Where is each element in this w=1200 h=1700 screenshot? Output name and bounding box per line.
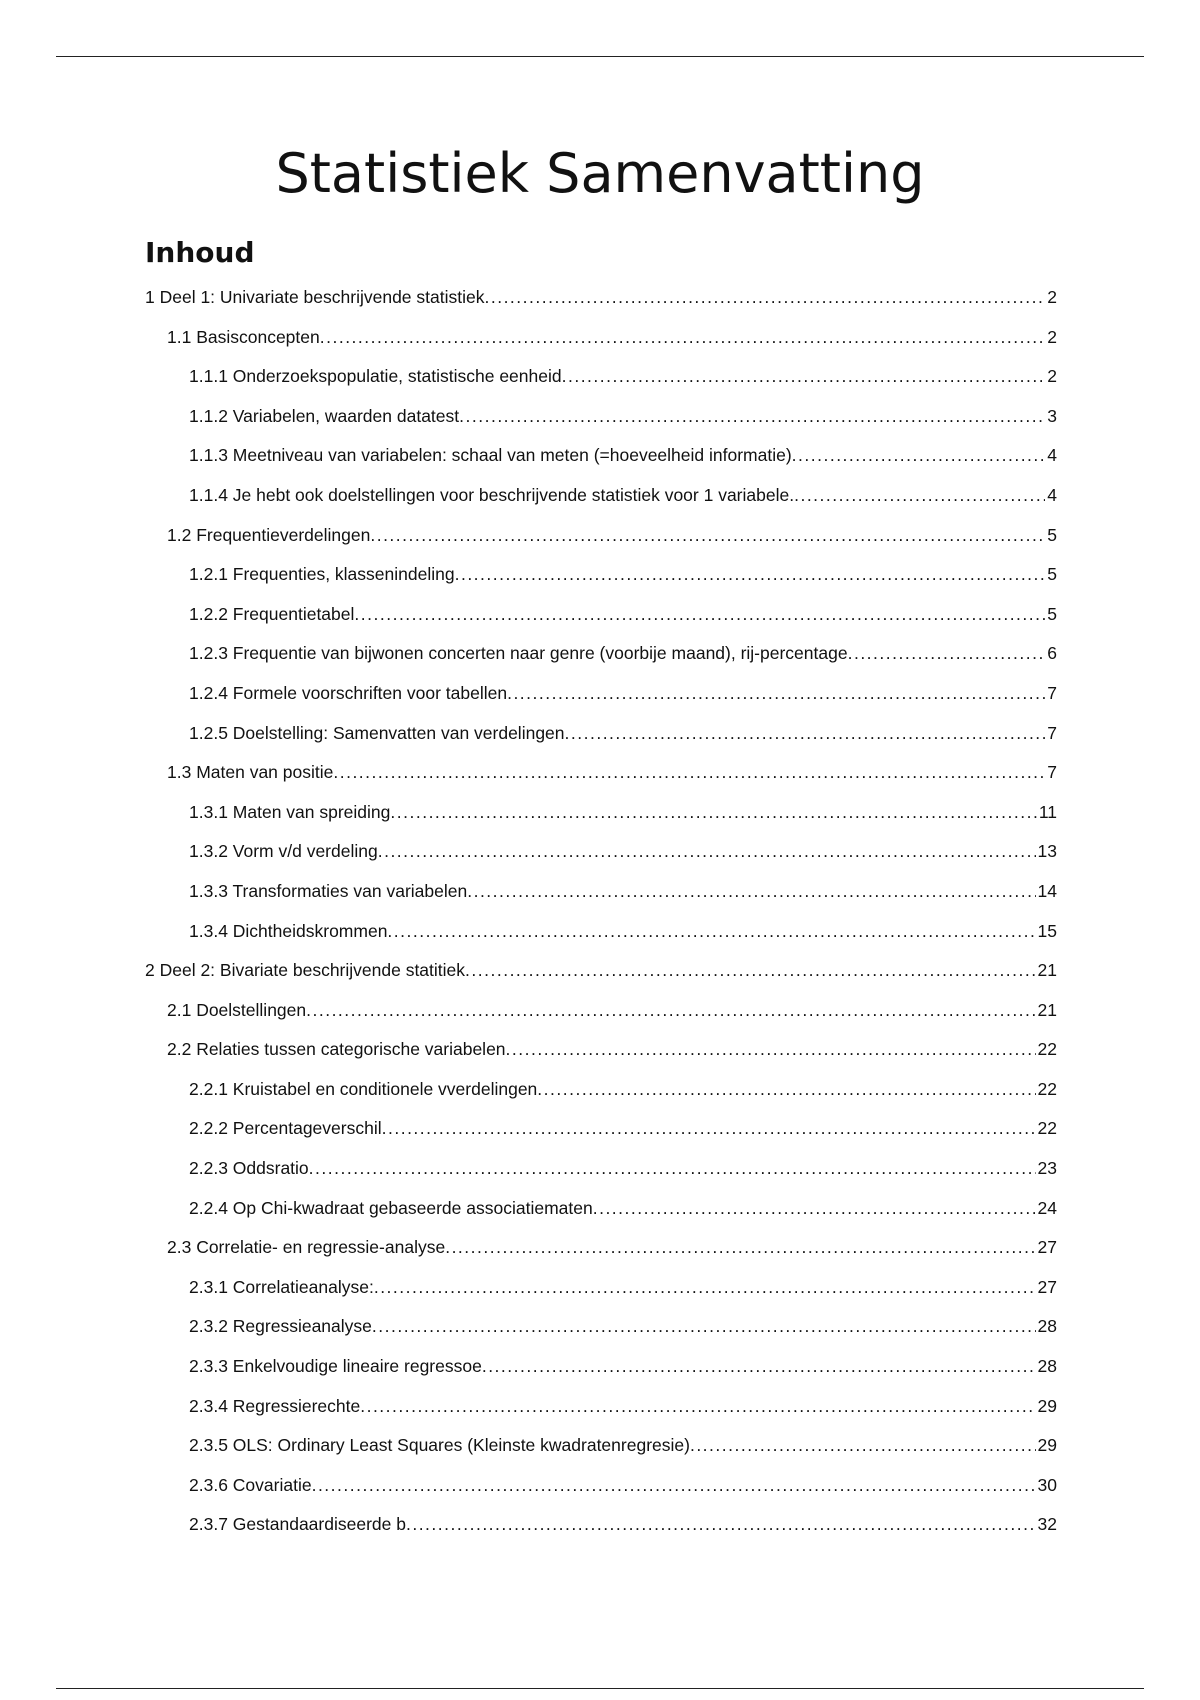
toc-entry-title: 1.1.1 Onderzoekspopulatie, statistische eenheid [189,366,562,387]
toc-entry-title: 2.3.4 Regressierechte [189,1395,361,1416]
toc-entry[interactable] [145,444,1057,484]
toc-entry-title: 1.2.2 Frequentietabel [189,603,355,624]
toc-entry[interactable] [145,840,1057,880]
header-rule [56,56,1144,57]
footer-rule [56,1688,1144,1689]
toc-entry[interactable] [145,682,1057,722]
toc-entry[interactable] [145,1078,1057,1118]
toc-entry-title: 1.3.4 Dichtheidskrommen [189,920,388,941]
toc-entry[interactable] [145,365,1057,405]
toc-entry-page-number: 22 [1037,1118,1057,1139]
toc-entry[interactable] [145,801,1057,841]
toc-entry[interactable] [145,1315,1057,1355]
toc-entry-title: 1 Deel 1: Univariate beschrijvende statistiek [145,287,485,307]
toc-entry[interactable] [145,405,1057,445]
toc-entry-page-number: 2 [1047,366,1057,387]
toc-entry-page-number: 7 [1047,762,1057,783]
toc-entry-page-number: 32 [1037,1514,1057,1535]
toc-dot-leader [390,801,1036,823]
toc-entry[interactable] [145,1355,1057,1395]
toc-entry-page-number: 7 [1047,682,1057,703]
toc-entry[interactable] [145,1276,1057,1316]
toc-entry[interactable] [145,722,1057,762]
toc-entry[interactable] [145,1395,1057,1435]
toc-entry-title: 1.1.3 Meetniveau van variabelen: schaal van meten (=hoeveelheid informatie) [189,445,792,466]
toc-dot-leader [354,603,1045,625]
toc-entry-title: 2.2.3 Oddsratio [189,1158,309,1179]
toc-entry[interactable] [145,286,1057,326]
toc-entry[interactable] [145,1197,1057,1237]
toc-dot-leader [312,1474,1036,1496]
toc-entry[interactable] [145,603,1057,643]
toc-entry-title: 1.2.1 Frequenties, klassenindeling [189,564,455,585]
toc-entry-title: 1.1 Basisconcepten [167,326,320,347]
toc-entry-page-number: 29 [1037,1395,1057,1416]
toc-entry-title: 1.1.2 Variabelen, waarden datatest [189,405,460,426]
toc-entry[interactable] [145,880,1057,920]
toc-entry[interactable] [145,1236,1057,1276]
toc-entry-page-number: 15 [1037,920,1057,941]
toc-dot-leader [445,1236,1035,1258]
toc-dot-leader [593,1197,1036,1219]
toc-entry-page-number: 2 [1047,287,1057,307]
toc-dot-leader [378,840,1036,862]
toc-dot-leader [848,642,1046,664]
toc-entry-page-number: 27 [1037,1237,1057,1258]
toc-entry-page-number: 5 [1047,564,1057,585]
toc-dot-leader [372,1315,1036,1337]
toc-entry-title: 2.2.2 Percentageverschil [189,1118,382,1139]
toc-dot-leader [387,920,1035,942]
toc-entry[interactable] [145,1434,1057,1474]
toc-entry-page-number: 22 [1037,1078,1057,1099]
toc-dot-leader [406,1513,1036,1535]
toc-dot-leader [690,1434,1036,1456]
toc-entry-page-number: 5 [1047,603,1057,624]
toc-entry-title: 1.2.4 Formele voorschriften voor tabellen [189,682,508,703]
toc-dot-leader [320,326,1046,348]
toc-entry-page-number: 29 [1037,1435,1057,1456]
toc-entry[interactable] [145,1117,1057,1157]
toc-entry-title: 2.1 Doelstellingen [167,999,307,1020]
toc-entry[interactable] [145,1157,1057,1197]
toc-entry-page-number: 4 [1047,484,1057,505]
toc-entry-page-number: 27 [1037,1276,1057,1297]
toc-entry[interactable] [145,920,1057,960]
toc-entry-title: 2.3.7 Gestandaardiseerde b [189,1514,406,1535]
toc-entry[interactable] [145,524,1057,564]
toc-entry-title: 1.2 Frequentieverdelingen [167,524,371,545]
document-title: Statistiek Samenvatting [275,142,925,205]
toc-dot-leader [794,484,1045,506]
toc-dot-leader [333,761,1045,783]
toc-entry-page-number: 14 [1037,880,1057,901]
toc-dot-leader [792,444,1046,466]
table-of-contents [145,286,1057,1553]
toc-dot-leader [507,682,1045,704]
toc-entry-page-number: 28 [1037,1316,1057,1337]
toc-entry[interactable] [145,959,1057,999]
toc-dot-leader [465,959,1036,981]
toc-entry[interactable] [145,1513,1057,1553]
toc-entry-title: 1.2.3 Frequentie van bijwonen concerten naar genre (voorbije maand), rij-percentage [189,643,848,664]
toc-heading: Inhoud [145,236,255,269]
toc-entry-page-number: 6 [1047,643,1057,664]
toc-dot-leader [360,1395,1035,1417]
toc-dot-leader [562,365,1046,387]
toc-dot-leader [506,1038,1036,1060]
toc-entry-title: 2.3.1 Correlatieanalyse: [189,1276,374,1297]
toc-entry-title: 1.3 Maten van positie [167,762,334,783]
toc-entry-title: 2.3.5 OLS: Ordinary Least Squares (Kleinste kwadratenregresie) [189,1435,690,1456]
toc-dot-leader [306,999,1035,1021]
toc-dot-leader [467,880,1035,902]
toc-entry-title: 2.3.2 Regressieanalyse [189,1316,372,1337]
toc-entry-page-number: 2 [1047,326,1057,347]
toc-entry[interactable] [145,1038,1057,1078]
toc-entry-title: 2.2 Relaties tussen categorische variabelen [167,1039,506,1060]
toc-dot-leader [374,1276,1036,1298]
toc-entry-page-number: 22 [1037,1039,1057,1060]
toc-dot-leader [382,1117,1036,1139]
toc-dot-leader [309,1157,1036,1179]
toc-entry-page-number: 4 [1047,445,1057,466]
toc-dot-leader [482,1355,1036,1377]
toc-entry-page-number: 28 [1037,1356,1057,1377]
toc-dot-leader [565,722,1046,744]
toc-entry-page-number: 21 [1037,960,1057,981]
toc-entry-page-number: 11 [1038,801,1057,822]
toc-entry-title: 2.2.4 Op Chi-kwadraat gebaseerde associatiematen [189,1197,593,1218]
toc-entry[interactable] [145,999,1057,1039]
toc-entry-page-number: 13 [1037,841,1057,862]
toc-dot-leader [455,563,1046,585]
toc-entry-page-number: 21 [1037,999,1057,1020]
toc-dot-leader [459,405,1045,427]
toc-entry-page-number: 30 [1037,1474,1057,1495]
toc-entry-title: 1.3.3 Transformaties van variabelen [189,880,468,901]
toc-entry-title: 2.2.1 Kruistabel en conditionele vverdelingen [189,1078,538,1099]
toc-entry-page-number: 5 [1047,524,1057,545]
toc-entry-title: 2 Deel 2: Bivariate beschrijvende statitiek [145,960,466,981]
toc-entry[interactable] [145,563,1057,603]
toc-entry-title: 2.3.6 Covariatie [189,1474,312,1495]
toc-entry-title: 1.1.4 Je hebt ook doelstellingen voor beschrijvende statistiek voor 1 variabele. [189,484,795,505]
toc-entry-title: 2.3 Correlatie- en regressie-analyse [167,1237,446,1258]
toc-entry-page-number: 3 [1047,405,1057,426]
toc-dot-leader [370,524,1045,546]
toc-entry-title: 2.3.3 Enkelvoudige lineaire regressoe [189,1356,482,1377]
toc-entry-page-number: 23 [1037,1158,1057,1179]
toc-entry-title: 1.3.1 Maten van spreiding [189,801,391,822]
toc-entry-page-number: 7 [1047,722,1057,743]
toc-entry[interactable] [145,326,1057,366]
toc-entry[interactable] [145,642,1057,682]
toc-dot-leader [484,286,1045,308]
toc-entry-title: 1.3.2 Vorm v/d verdeling [189,841,378,862]
toc-entry[interactable] [145,761,1057,801]
toc-entry-page-number: 24 [1037,1197,1057,1218]
toc-entry-title: 1.2.5 Doelstelling: Samenvatten van verdelingen [189,722,565,743]
toc-entry[interactable] [145,1474,1057,1514]
toc-dot-leader [537,1078,1035,1100]
toc-entry[interactable] [145,484,1057,524]
